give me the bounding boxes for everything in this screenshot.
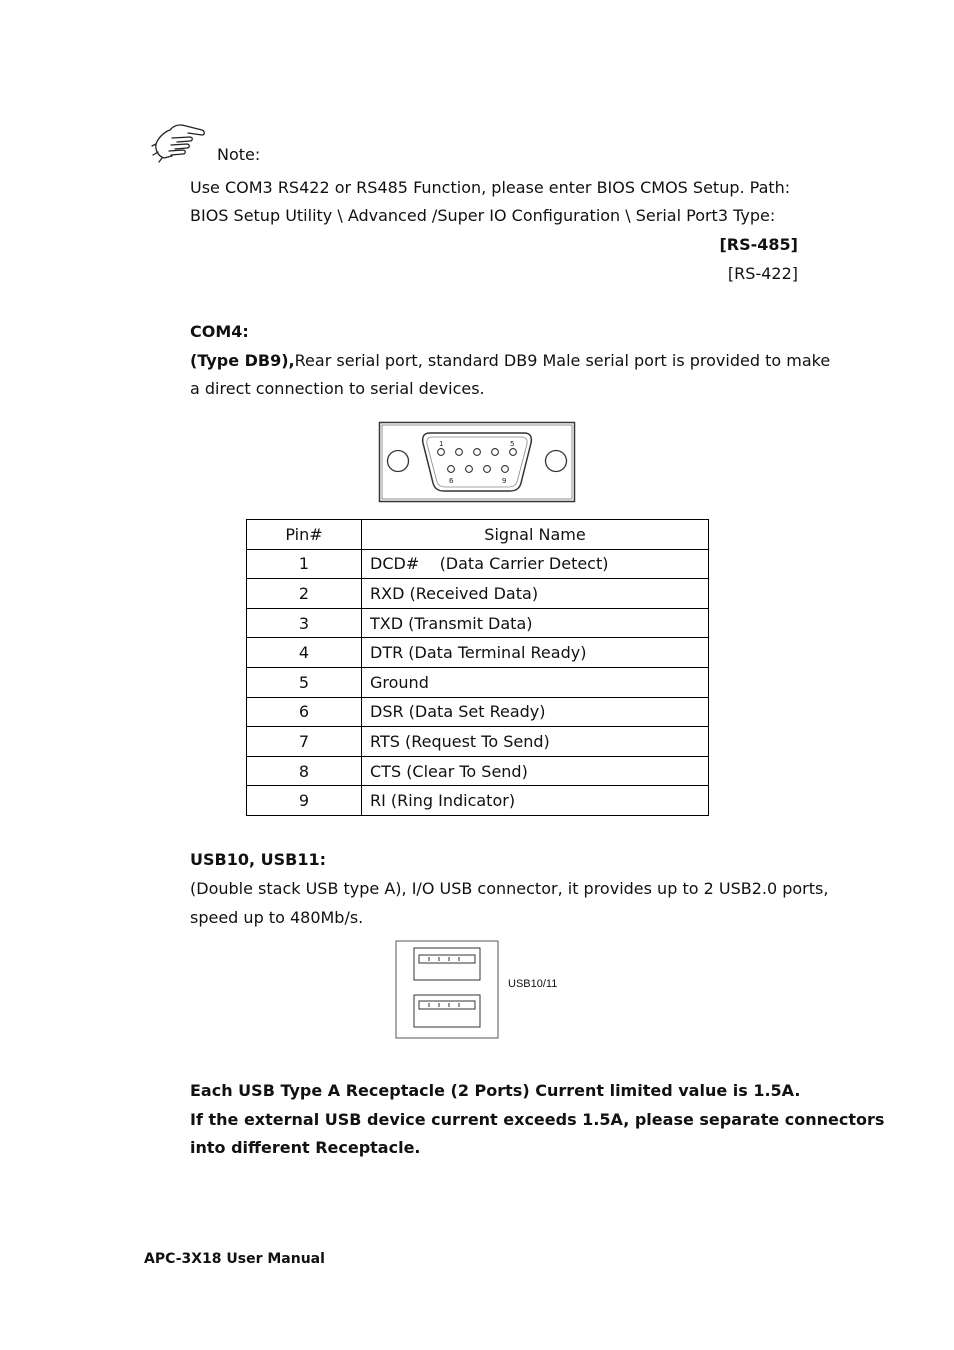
note-instruction-line-2: BIOS Setup Utility \ Advanced /Super IO Configuration \ Serial Port3 Type: xyxy=(190,206,776,225)
table-row xyxy=(247,786,709,816)
db9-pin-label-9: 9 xyxy=(502,477,507,485)
pin-number: 5 xyxy=(247,667,362,697)
db9-pin-label-5: 5 xyxy=(510,440,515,448)
table-header-row xyxy=(247,520,709,550)
signal-name: DCD# (Data Carrier Detect) xyxy=(362,549,709,579)
pin-number: 6 xyxy=(247,697,362,727)
pin-number: 9 xyxy=(247,786,362,816)
pin-number: 7 xyxy=(247,727,362,757)
signal-name: RTS (Request To Send) xyxy=(362,727,709,757)
com4-description-line-2: a direct connection to serial devices. xyxy=(190,379,485,398)
com4-pin-table xyxy=(246,519,709,816)
pin-column-header: Pin# xyxy=(247,520,362,550)
signal-name: DSR (Data Set Ready) xyxy=(362,697,709,727)
usb-description-line-1: (Double stack USB type A), I/O USB connector, it provides up to 2 USB2.0 ports, xyxy=(190,879,829,898)
signal-column-header: Signal Name xyxy=(362,520,709,550)
note-label: Note: xyxy=(217,145,261,164)
table-row xyxy=(247,697,709,727)
db9-pin-label-6: 6 xyxy=(449,477,454,485)
pointing-hand-icon xyxy=(150,120,208,164)
usb-heading: USB10, USB11: xyxy=(190,850,326,869)
table-row xyxy=(247,727,709,757)
bios-option-rs485: [RS-485] xyxy=(719,235,798,254)
pin-number: 3 xyxy=(247,608,362,638)
table-row xyxy=(247,667,709,697)
usb-current-warning-line-2: If the external USB device current exceeds 1.5A, please separate connectors xyxy=(190,1110,885,1129)
com4-description-line-1 xyxy=(190,351,830,371)
com4-description-rest: Rear serial port, standard DB9 Male serial port is provided to make xyxy=(294,351,831,370)
signal-name: RI (Ring Indicator) xyxy=(362,786,709,816)
usb-connector-diagram xyxy=(395,940,499,1040)
note-instruction-line-1: Use COM3 RS422 or RS485 Function, please enter BIOS CMOS Setup. Path: xyxy=(190,178,791,197)
table-row xyxy=(247,638,709,668)
db9-connector-diagram xyxy=(378,421,576,503)
table-row xyxy=(247,756,709,786)
com4-heading: COM4: xyxy=(190,322,249,341)
pin-number: 2 xyxy=(247,579,362,609)
pin-number: 1 xyxy=(247,549,362,579)
signal-name: TXD (Transmit Data) xyxy=(362,608,709,638)
usb-current-warning-line-3: into different Receptacle. xyxy=(190,1138,421,1157)
signal-name: CTS (Clear To Send) xyxy=(362,756,709,786)
table-row xyxy=(247,549,709,579)
usb-diagram-label: USB10/11 xyxy=(508,978,558,990)
bios-option-rs422: [RS-422] xyxy=(727,264,798,283)
pin-number: 8 xyxy=(247,756,362,786)
table-row xyxy=(247,579,709,609)
usb-description-line-2: speed up to 480Mb/s. xyxy=(190,908,364,927)
db9-pin-label-1: 1 xyxy=(439,440,444,448)
pin-number: 4 xyxy=(247,638,362,668)
footer-manual-title: APC-3X18 User Manual xyxy=(144,1251,325,1267)
com4-type-label: (Type DB9), xyxy=(190,351,295,370)
table-row xyxy=(247,608,709,638)
usb-current-warning-line-1: Each USB Type A Receptacle (2 Ports) Current limited value is 1.5A. xyxy=(190,1081,801,1100)
signal-name: Ground xyxy=(362,667,709,697)
signal-name: RXD (Received Data) xyxy=(362,579,709,609)
signal-name: DTR (Data Terminal Ready) xyxy=(362,638,709,668)
